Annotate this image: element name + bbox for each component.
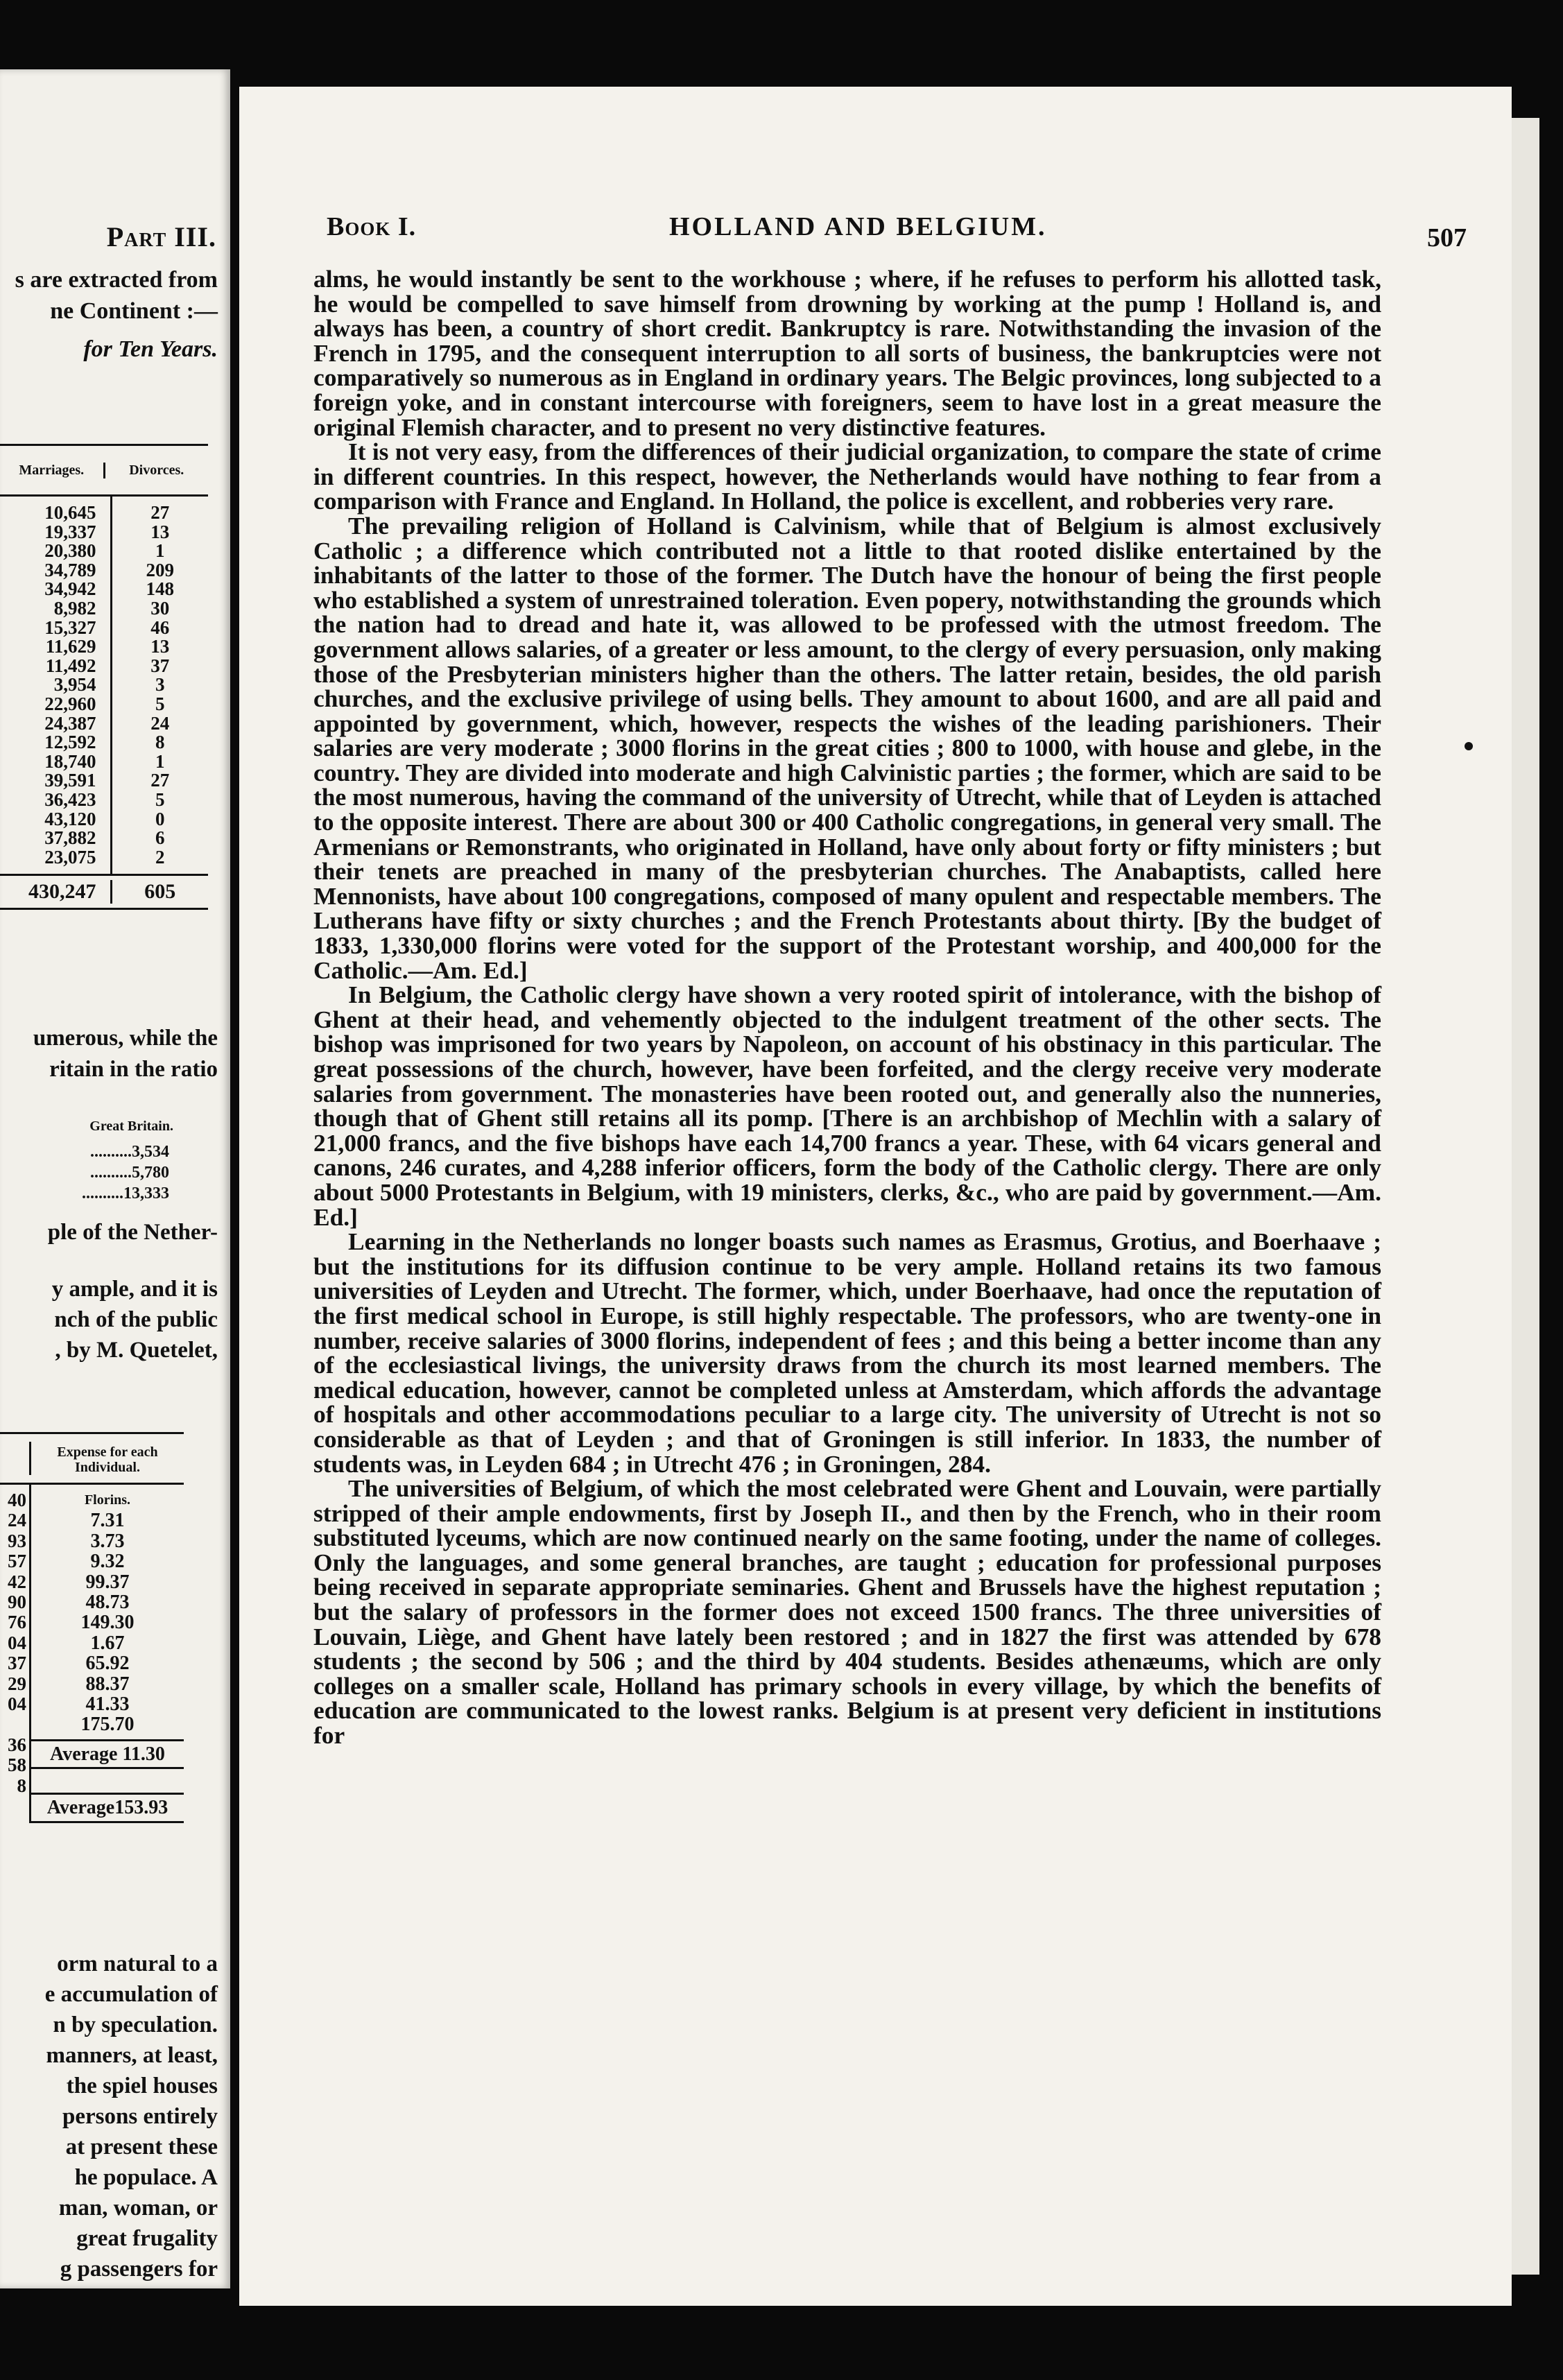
marriages-cell: 24,387 xyxy=(44,712,96,734)
left-text-line: s are extracted from xyxy=(15,267,218,293)
divorces-cell: 37 xyxy=(150,655,170,676)
marriages-cell: 37,882 xyxy=(44,827,96,849)
marriages-cell: 34,942 xyxy=(44,578,96,600)
left-text-line: nch of the public xyxy=(54,1307,218,1332)
divorces-cell: 13 xyxy=(150,521,170,542)
expense-average: Average 11.30 xyxy=(31,1739,184,1769)
left-text-line: the spiel houses xyxy=(66,2073,218,2098)
expense-value-cell: 175.70 xyxy=(80,1714,135,1736)
expense-value-cell: 99.37 xyxy=(85,1571,130,1593)
divorces-cell: 5 xyxy=(155,693,165,714)
expense-table-body xyxy=(0,1485,184,1823)
expense-right-header: Expense for each Individual. xyxy=(29,1442,184,1475)
left-text-line: g passengers for xyxy=(60,2257,218,2282)
expense-left-cell: 42 xyxy=(8,1571,26,1592)
marriages-cell: 34,789 xyxy=(44,559,96,580)
divorces-cell: 27 xyxy=(150,502,170,523)
expense-left-cell: 76 xyxy=(8,1612,26,1633)
expense-value-cell: 48.73 xyxy=(85,1592,130,1614)
marriages-cell: 8,982 xyxy=(53,597,96,619)
divorces-cell: 27 xyxy=(150,770,170,791)
left-text-line: ne Continent :— xyxy=(50,298,218,324)
marriages-cell: 12,592 xyxy=(44,732,96,753)
marriages-cell: 15,327 xyxy=(44,616,96,638)
expense-left-cell: 24 xyxy=(8,1510,26,1531)
expense-table-header xyxy=(0,1434,184,1485)
divorces-cell: 8 xyxy=(155,732,165,753)
table-body xyxy=(0,497,208,874)
divorces-cell: 148 xyxy=(146,578,174,600)
total-divorces: 605 xyxy=(110,880,209,904)
marriages-cell: 20,380 xyxy=(44,540,96,562)
expense-left-cell: 90 xyxy=(8,1592,26,1613)
paragraph: The prevailing religion of Holland is Calvinism, while that of Belgium is almost exclusively Catholic ; a difference which contributed not a little to that rooted dislike entertained by the inhabitants of the latter to those of the former. The Dutch have the honour of being the first people who established a system of unrestrained toleration. Even popery, notwithstanding the grounds which the nation had to dread and hate it, was allowed to be professed with the utmost freedom. The government allows salaries, of a greater or less amount, to the clergy of every persuasion, only making those of the Presbyterian ministers higher than the others. The latter retain, besides, the old parish churches, and the exclusive privilege of using bells. They amount to about 1600, and are all paid and appointed by government, which, however, respects the wishes of the leading parishioners. Their salaries are very moderate ; 3000 florins in the great cities ; 800 to 1000, with house and glebe, in the country. They are divided into moderate and high Calvinistic parties ; the former, which are said to be the most numerous, having the command of the university of Utrecht, while that of Leyden is attached to the opposite interest. There are about 300 or 400 Catholic congregations, in general very small. The Armenians or Remonstrants, who originated in Holland, have only about forty or fifty ministers ; but their tenets are preached in many of the presbyterian churches. The Anabaptists, called here Mennonists, have about 100 congregations, composed of many opulent and respectable members. The Lutherans have fifty or sixty churches ; and the French Protestants about thirty. [By the budget of 1833, 1,330,000 florins were voted for the support of the Protestant worship, and 400,000 for the Catholic.—Am. Ed.] xyxy=(313,511,1381,984)
expense-value-cell: 7.31 xyxy=(90,1510,125,1532)
expense-values xyxy=(31,1510,184,1734)
marriages-column xyxy=(0,497,110,874)
expense-average-2: Average153.93 xyxy=(31,1793,184,1822)
paragraph: The universities of Belgium, of which the most celebrated were Ghent and Louvain, were partially stripped of their ample endowments, first by Joseph II., and then by the French, who in their room substituted lyceums, which are now continued nearly on the same footing, under the name of colleges. Only the languages, and some general branches, are taught ; education for professional purposes being received in separate appropriate seminaries. Ghent and Brussels have the highest reputation ; but the salary of professors in the former does not exceed 1500 francs. The three universities of Louvain, Liège, and Ghent have lately been restored ; and in 1827 the first was attended by 678 students ; the second by 506 ; and the third by 404 students. Besides athenæums, which are only colleges on a smaller scale, Holland has primary schools in every village, by which the benefits of education are communicated to the lowest ranks. Belgium is at present very deficient in institutions for xyxy=(313,1474,1381,1750)
marriages-cell: 11,492 xyxy=(45,655,96,676)
expense-right-column xyxy=(29,1485,184,1823)
divorces-cell: 13 xyxy=(150,636,170,657)
divorces-cell: 6 xyxy=(155,827,165,849)
divorces-cell: 24 xyxy=(150,712,170,734)
left-text-line: at present these xyxy=(65,2135,218,2159)
expense-left-header xyxy=(0,1451,29,1467)
left-text-line: persons entirely xyxy=(62,2104,218,2129)
divorces-cell: 1 xyxy=(155,540,165,562)
expense-left-cell: 36 xyxy=(8,1734,26,1755)
running-header xyxy=(239,212,1512,253)
expense-left-cell: 8 xyxy=(17,1775,26,1796)
paragraph: Learning in the Netherlands no longer boasts such names as Erasmus, Grotius, and Boerhaave ; but the institutions for its diffusion continue to be very ample. Holland retains its two famous universities of Leyden and Utrecht. The former, which, under Boerhaave, had once the reputation of the first medical school in Europe, is still highly respectable. The professors, who are twenty-one in number, receive salaries of 3000 florins, independent of fees ; and this being a better income than any of the ecclesiastical livings, the university draws from the church its most learned members. The medical education, however, cannot be completed unless at Amsterdam, which affords the advantage of hospitals and other accommodations peculiar to a large city. The university of Utrecht is not so considerable as that of Leyden ; and that of Groningen is still inferior. In 1833, the number of students was, in Leyden 684 ; in Utrecht 476 ; in Groningen, 284. xyxy=(313,1227,1381,1478)
left-text-line: orm natural to a xyxy=(57,1951,218,1976)
divorces-cell: 1 xyxy=(155,750,165,772)
expense-value-cell: 3.73 xyxy=(90,1530,125,1552)
book-label: Book I. xyxy=(327,212,417,241)
left-text-line: he populace. A xyxy=(74,2165,218,2190)
divorces-cell: 2 xyxy=(155,846,165,868)
divorces-cell: 0 xyxy=(155,808,165,829)
body-text xyxy=(313,267,1381,1748)
marriages-cell: 36,423 xyxy=(44,788,96,810)
expense-left-cell: 58 xyxy=(8,1754,26,1776)
expense-value-cell: 9.32 xyxy=(90,1551,125,1573)
expense-left-cell: 04 xyxy=(8,1693,26,1715)
great-britain-label: Great Britain. xyxy=(89,1119,173,1134)
marriages-cell: 18,740 xyxy=(44,750,96,772)
left-text-line: for Ten Years. xyxy=(83,336,218,362)
marriages-cell: 19,337 xyxy=(44,521,96,542)
marriages-divorces-table xyxy=(0,444,208,910)
table-total-row xyxy=(0,874,208,910)
expense-value-cell: 65.92 xyxy=(85,1653,130,1675)
page-edge xyxy=(1512,118,1539,2275)
expense-left-cell: 57 xyxy=(8,1551,26,1572)
divorces-cell: 3 xyxy=(155,674,165,696)
paragraph: alms, he would instantly be sent to the workhouse ; where, if he refuses to perform his allotted task, he would be compelled to save himself from drowning by working at the pump ! Holland is, and always has been, a country of short credit. Bankruptcy is rare. Notwithstanding the invasion of the French in 1795, and the consequent interruption to all sorts of business, the bankruptcies were not comparatively so numerous as in England in ordinary years. The Belgic provinces, long subjected to a foreign yoke, and in constant intercourse with foreigners, seem to have lost in a great measure the original Flemish character, and to present no very distinctive features. xyxy=(313,265,1381,441)
expense-left-cell: 04 xyxy=(8,1632,26,1653)
left-text-line: man, woman, or xyxy=(58,2196,218,2221)
left-text-line: manners, at least, xyxy=(46,2043,218,2068)
marriages-header: Marriages. xyxy=(19,462,85,478)
expense-value-cell: 88.37 xyxy=(85,1673,130,1695)
left-text-line: e accumulation of xyxy=(44,1982,218,2007)
paragraph: In Belgium, the Catholic clergy have shown a very rooted spirit of intolerance, with the bishop of Ghent at their head, and vehemently objected to the indulgent treatment of the other sects. The bishop was imprisoned for two years by Napoleon, on account of his obstinacy in this particular. The great possessions of the church, however, have been forfeited, and the clergy receive very moderate salaries from government. The monasteries have been rooted out, and generally also the nunneries, though that of Ghent still retains all its pomp. [There is an archbishop of Mechlin with a salary of 21,000 francs, and the five bishops have each 14,700 francs a year. These, with 64 vicars general and canons, 246 curates, and 4,288 inferior officers, form the body of the Catholic clergy. There are only about 5000 Protestants in Belgium, with 19 ministers, clerks, &c., who are paid by government.—Am. Ed.] xyxy=(313,981,1381,1231)
left-text-line: ple of the Nether- xyxy=(47,1220,218,1245)
expense-left-cell xyxy=(0,1714,26,1734)
paragraph: It is not very easy, from the differences of their judicial organization, to compare the state of crime in different countries. In this respect, however, the Netherlands would have nothing to fear from a comparison with France and England. In Holland, the police is excellent, and robberies very rare. xyxy=(313,438,1381,515)
divorces-cell: 30 xyxy=(150,597,170,619)
divorces-cell: 209 xyxy=(146,559,174,580)
left-page-header: Part III. xyxy=(106,221,216,252)
expense-value-cell: 41.33 xyxy=(85,1693,130,1716)
gb-value: ..........5,780 xyxy=(90,1164,169,1182)
expense-value-cell: 149.30 xyxy=(80,1612,135,1634)
expense-left-cell: 93 xyxy=(8,1530,26,1551)
expense-table xyxy=(0,1432,184,1823)
divorces-column xyxy=(110,497,209,874)
left-text-line: , by M. Quetelet, xyxy=(55,1338,218,1363)
left-text-line: ritain in the ratio xyxy=(49,1057,218,1082)
left-text-line: y ample, and it is xyxy=(51,1277,218,1302)
left-page xyxy=(0,69,230,2288)
main-page xyxy=(239,87,1512,2306)
marriages-cell: 23,075 xyxy=(44,846,96,868)
page-title: HOLLAND AND BELGIUM. xyxy=(669,212,1047,241)
expense-left-cell: 29 xyxy=(8,1673,26,1694)
expense-left-cell: 40 xyxy=(8,1490,26,1510)
total-marriages: 430,247 xyxy=(28,880,96,904)
gb-value: ..........3,534 xyxy=(90,1143,169,1161)
divorces-cell: 5 xyxy=(155,788,165,810)
left-text-line: umerous, while the xyxy=(33,1026,218,1051)
gb-value: ..........13,333 xyxy=(82,1184,169,1202)
page-number: 507 xyxy=(1427,223,1467,252)
marriages-cell: 3,954 xyxy=(53,674,96,696)
divorces-header: Divorces. xyxy=(103,463,209,478)
divorces-cell: 46 xyxy=(150,616,170,638)
expense-left-column xyxy=(0,1485,29,1823)
table-header xyxy=(0,446,208,497)
expense-left-cell: 37 xyxy=(8,1653,26,1674)
marriages-cell: 22,960 xyxy=(44,693,96,714)
marriages-cell: 11,629 xyxy=(45,636,96,657)
left-text-line: n by speculation. xyxy=(53,2012,218,2037)
marriages-cell: 43,120 xyxy=(44,808,96,829)
marriages-cell: 10,645 xyxy=(44,502,96,523)
expense-value-cell: 1.67 xyxy=(90,1632,125,1654)
marriages-cell: 39,591 xyxy=(44,770,96,791)
margin-dot xyxy=(1465,742,1473,750)
florins-unit: Florins. xyxy=(84,1492,131,1508)
left-text-line: great frugality xyxy=(76,2226,218,2251)
